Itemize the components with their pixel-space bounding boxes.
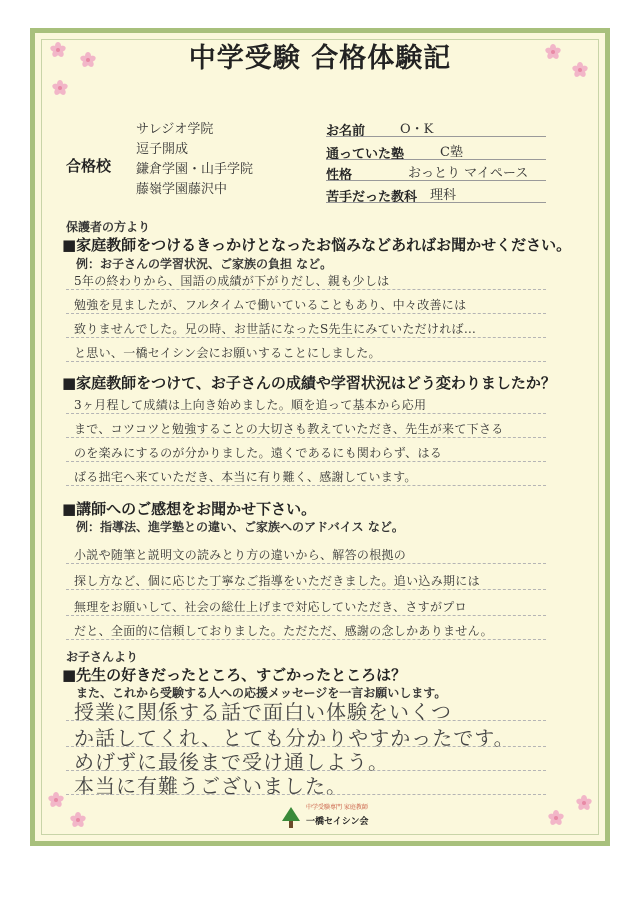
divider [326,180,546,181]
flower-icon [548,810,564,826]
divider [326,202,546,203]
q2-heading: ■家庭教師をつけて、お子さんの成績や学習状況はどう変わりましたか？ [62,374,556,392]
ruled-line [66,639,546,640]
logo-name: 一橋セイシン会 [306,817,369,827]
q3-heading: ■講師へのご感想をお聞かせ下さい。 [62,500,317,518]
company-logo [280,800,400,834]
divider [326,136,546,137]
personality-value: おっとり マイペース [408,166,529,181]
answer-line: ばる拙宅へ来ていただき、本当に有り難く、感謝しています。 [74,470,417,484]
child-label: お子さんより [66,650,139,664]
flower-icon [70,812,86,828]
child-answer-line: か話してくれ、とても分かりやすかったです。 [74,726,515,750]
logo-tagline: 中学受験専門 家庭教師 [306,804,368,811]
juku-label: 通っていた塾 [326,147,405,162]
child-answer-line: 授業に関係する話で面白い体験をいくつ [74,700,452,724]
child-answer-line: 本当に有難うございました。 [74,774,347,798]
answer-line: 致りませんでした。兄の時、お世話になったS先生にみていただければ… [74,322,477,336]
q4-heading: ■先生の好きだったところ、すごかったところは？ [62,666,407,684]
ruled-line [66,461,546,462]
personality-label: 性格 [326,168,353,183]
ruled-line [66,337,546,338]
juku-value: C塾 [440,145,463,160]
answer-line: だと、全面的に信頼しておりました。ただただ、感謝の念しかありません。 [74,624,493,638]
tree-icon [280,806,302,830]
name-value: O・K [400,122,434,137]
flower-icon [52,80,68,96]
ruled-line [66,437,546,438]
ruled-line [66,413,546,414]
answer-line: 3ヶ月程して成績は上向き始めました。順を追って基本から応用 [74,398,427,412]
ruled-line [66,720,546,721]
q1-example: 例：お子さんの学習状況、ご家族の負担 など。 [76,257,333,271]
divider [326,159,546,160]
answer-line: と思い、一橋セイシン会にお願いすることにしました。 [74,346,381,360]
flower-icon [576,795,592,811]
flower-icon [48,792,64,808]
guardian-label: 保護者の方より [66,220,151,234]
school-line: 鎌倉学園・山手学院 [136,162,254,177]
name-label: お名前 [326,124,366,139]
answer-line: まで、コツコツと勉強することの大切さも教えていただき、先生が来て下さる [74,422,504,436]
weak-subject-value: 理科 [430,188,457,203]
q3-example: 例：指導法、進学塾との違い、ご家族へのアドバイス など。 [76,520,404,534]
ruled-line [66,589,546,590]
answer-line: 勉強を見ましたが、フルタイムで働いていることもあり、中々改善には [74,298,467,312]
q4-sub: また、これから受験する人への応援メッセージを一言お願いします。 [76,686,447,700]
answer-line: 無理をお願いして、社会の総仕上げまで対応していただき、さすがプロ [74,600,467,614]
answer-line: 小説や随筆と説明文の読みとり方の違いから、解答の根拠の [74,548,407,562]
ruled-line [66,485,546,486]
ruled-line [66,313,546,314]
weak-subject-label: 苦手だった教科 [326,190,418,205]
school-line: サレジオ学院 [136,122,214,137]
child-answer-line: めげずに最後まで受け通しよう。 [74,750,389,774]
ruled-line [66,794,546,795]
ruled-line [66,563,546,564]
ruled-line [66,615,546,616]
answer-line: のを楽みにするのが分かりました。遠くであるにも関わらず、はる [74,446,443,460]
ruled-line [66,289,546,290]
page-title: 中学受験 合格体験記 [188,43,452,74]
answer-line: 5年の終わりから、国語の成績が下がりだし、親も少しは [74,274,390,288]
school-line: 逗子開成 [136,142,189,157]
q1-heading: ■家庭教師をつけるきっかけとなったお悩みなどあればお聞かせください。 [62,236,572,254]
answer-line: 探し方など、個に応じた丁寧なご指導をいただきました。追い込み期には [74,574,480,588]
school-line: 藤嶺学園藤沢中 [136,182,228,197]
school-label: 合格校 [66,157,112,175]
ruled-line [66,361,546,362]
